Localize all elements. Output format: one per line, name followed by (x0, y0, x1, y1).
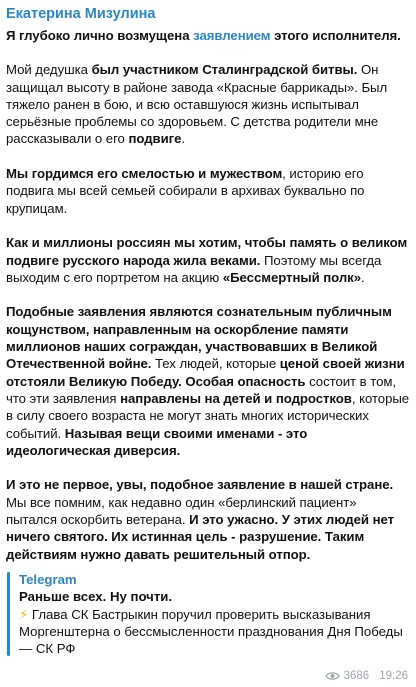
p2-text-b: был участником Сталинградской битвы. (91, 62, 358, 78)
p2-text-a: Мой дедушка (6, 62, 92, 78)
lightning-icon: ⚡ (19, 606, 29, 622)
p1-text-b: этого исполнителя. (270, 28, 401, 43)
p2-text-d: подвиге (128, 131, 182, 147)
post-paragraph-1 (6, 27, 410, 44)
p1-text-a: Я глубоко лично возмущена (6, 28, 194, 43)
quote-headline: Раньше всех. Ну почти. (19, 589, 173, 605)
p2-text-e: . (181, 131, 185, 147)
p3-text-a: Мы гордимся его смелостью и мужеством (6, 166, 283, 182)
quote-bar (7, 572, 10, 656)
post-paragraph-2 (6, 61, 410, 147)
post-paragraph-5 (6, 303, 410, 459)
p4-text-a: Как и миллионы россиян мы хотим, чтобы память о великом подвиге русского народа жила веками. (6, 235, 408, 268)
p6-text-b: Мы все помним, как недавно один «берлинский пациент» пытался оскорбить ветерана. (6, 494, 357, 528)
p4-text-c: «Бессмертный полк» (222, 269, 362, 285)
eye-icon (325, 671, 340, 681)
p4-text-d: . (361, 269, 365, 285)
p4-text-b: Поэтому мы всегда выходим с его портретом на акцию (6, 252, 382, 285)
statement-link[interactable]: заявлением (193, 28, 271, 43)
p3-text-b: , историю его подвига мы всей семьей собирали в архивах буквально по крупицам. (6, 166, 365, 216)
post-paragraph-3 (6, 165, 410, 217)
p5-text-f: , которые в силу своего возраста не могут знать многих исторических событий. (6, 390, 410, 441)
quote-source-name[interactable]: Telegram (19, 571, 77, 587)
p5-text-g: Называя вещи своими именами - это идеологическая диверсия. (6, 425, 308, 458)
p5-text-a: Подобные заявления являются сознательным публичным кощунством, направленным на оскорбление памяти миллионов наших сограждан, участвовавших в Великой Отечественной войне. (6, 304, 392, 372)
message-time: 19:26 (379, 670, 408, 682)
p2-text-c: Он защищал высоту в районе завода «Красные баррикады». Был тяжело ранен в бою, и всю оставшуюся жизнь испытывал серьёзные проблемы со здоровьем. С детства родители мне рассказывали о его (6, 62, 388, 147)
quote-text: Глава СК Бастрыкин поручил проверить высказывания Моргенштерна о бессмысленности празднования Дня Победы — СК РФ (19, 606, 403, 657)
p5-text-b: Тех людей, которые (151, 356, 280, 372)
post-paragraph-4 (6, 234, 410, 286)
message-meta (325, 670, 408, 682)
post-paragraph-6 (6, 476, 410, 562)
channel-author-name[interactable]: Екатерина Мизулина (6, 6, 156, 22)
views-count: 3686 (343, 670, 370, 682)
p5-text-c: ценой своей жизни отстояли Великую Победу. Особая опасность (6, 356, 405, 389)
p6-text-a: И это не первое, увы, подобное заявление в нашей стране. (6, 477, 394, 493)
forwarded-quote[interactable] (7, 571, 410, 657)
p5-text-e: направлены на детей и подростков (120, 390, 352, 406)
post-text (6, 27, 410, 563)
p6-text-c: И это ужасно. У этих людей нет ничего святого. Их истинная цель - разрушение. Таким действиям нужно давать решительный отпор. (6, 512, 395, 562)
p5-text-d: состоит в том, что эти заявления (6, 373, 396, 406)
quote-body (19, 606, 410, 658)
